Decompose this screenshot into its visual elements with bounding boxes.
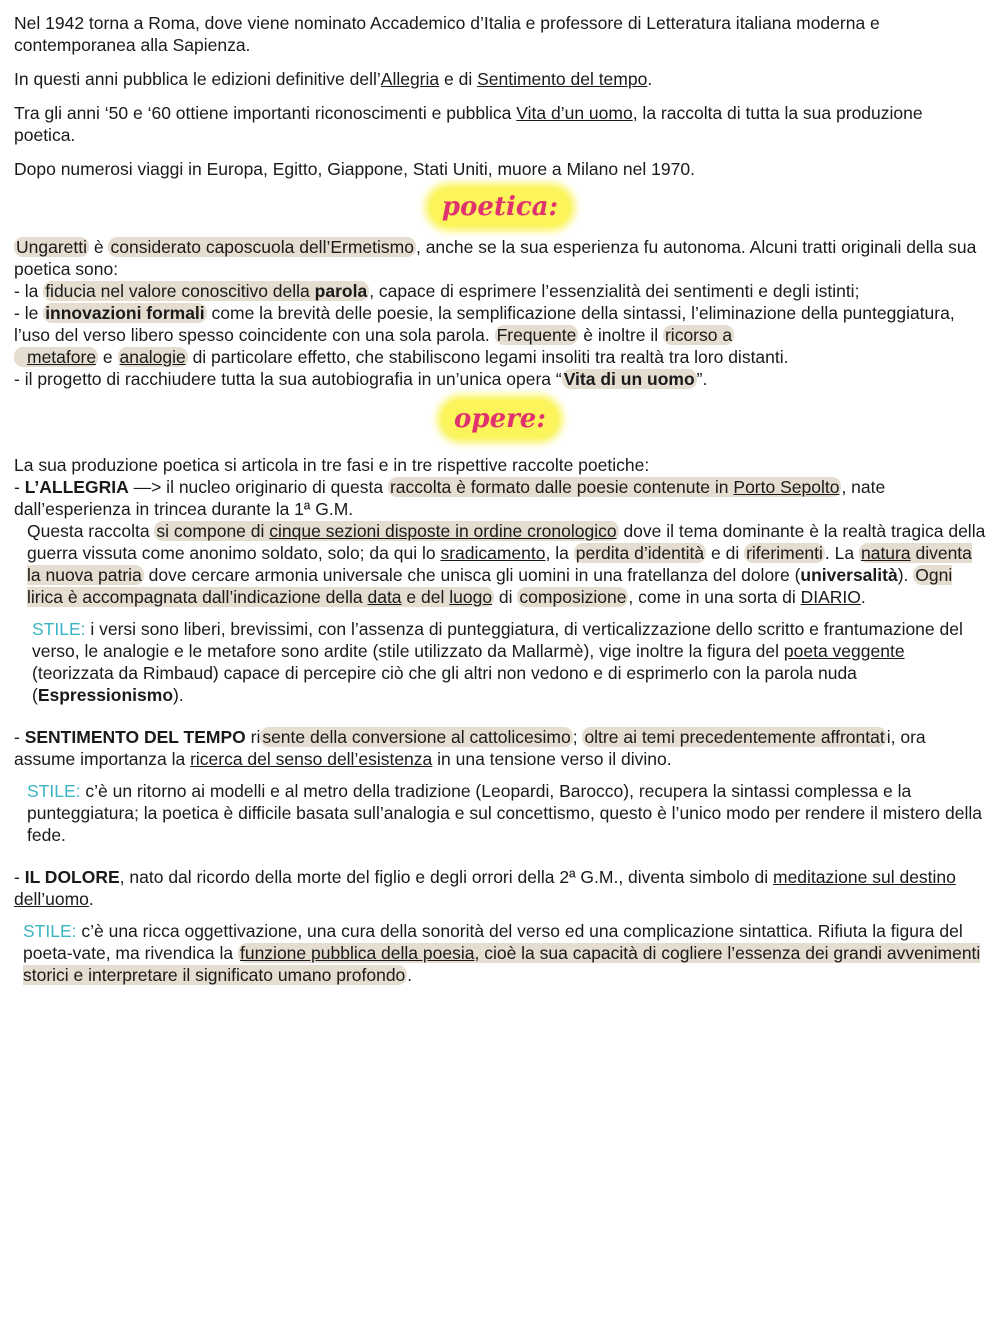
text: ). (897, 565, 914, 585)
text: e (98, 347, 118, 367)
vita-uomo-text: Vita d’un uomo (516, 103, 633, 123)
text: In questi anni pubblica le edizioni definitive dell’ (14, 69, 381, 89)
underlined-text: data (367, 587, 402, 607)
opere-heading: opere: (442, 400, 558, 438)
highlight (154, 521, 618, 541)
text: - (14, 727, 25, 747)
text: . (407, 965, 413, 985)
text: e di (439, 69, 478, 89)
text: - (14, 867, 25, 887)
text: fiducia nel valore conoscitivo della (45, 281, 315, 301)
poetica-heading: poetica: (430, 188, 570, 226)
text: - le (14, 303, 44, 323)
sentimento-entry (14, 726, 986, 770)
highlight: oltre ai temi precedentemente affrontat (584, 727, 885, 747)
bold-highlight: innovazioni formali (45, 303, 205, 323)
intro-paragraph-4: Dopo numerosi viaggi in Europa, Egitto, Giappone, Stati Uniti, muore a Milano nel 1970. (14, 159, 695, 179)
text: ”. (696, 369, 708, 389)
intro-paragraph-3 (14, 102, 986, 146)
allegria-body (14, 520, 986, 608)
text: i, ora assume importanza la (14, 727, 926, 769)
intro-paragraph-1: Nel 1942 torna a Roma, dove viene nominato Accademico d’Italia e professore di Letteratura italiana moderna e contemporanea alla Sapienza. (14, 13, 880, 55)
stile-label: STILE: (27, 781, 81, 801)
text: , la (545, 543, 574, 563)
text: , nato dal ricordo della morte del figlio e degli orrori della 2ª G.M., diventa simbolo di (119, 867, 773, 887)
highlight: analogie (119, 347, 186, 367)
stile-label: STILE: (32, 619, 86, 639)
text: Questa raccolta (27, 521, 155, 541)
dolore-stile (14, 920, 986, 986)
poetica-bullet-1 (14, 280, 986, 302)
opere-intro: La sua produzione poetica si articola in tre fasi e in tre rispettive raccolte poetiche: (14, 455, 650, 475)
text: di (494, 587, 513, 607)
text: . (647, 69, 653, 89)
text: è (89, 237, 109, 257)
highlight: perdita d’identità (575, 543, 705, 563)
highlight: ricorso a (664, 325, 733, 345)
text: . La (824, 543, 859, 563)
bold-text: universalità (800, 565, 898, 585)
sentimento-stile (14, 780, 986, 846)
highlight (388, 477, 841, 497)
underlined-text: funzione pubblica della poesia (239, 943, 475, 963)
text: c’è un ritorno ai modelli e al metro della tradizione (Leopardi, Barocco), recupera la sintassi complessa e la punteggiatura; la poetica è difficile basata sull’analogia e sul concettismo, questo è l’unico modo per rendere il mistero della fede. (27, 781, 982, 845)
highlight: Frequente (496, 325, 577, 345)
underlined-text: luogo (449, 587, 493, 607)
poetica-intro (14, 236, 986, 280)
highlight: composizione (519, 587, 627, 607)
poetica-bullet-3 (14, 368, 986, 390)
text: Ogni lirica è accompagnata dall’indicazione della (27, 565, 953, 607)
underlined-text: ricerca del senso dell’esistenza (190, 749, 433, 769)
text: ri (245, 727, 261, 747)
text: i versi sono liberi, brevissimi, con l’assenza di punteggiatura, di verticalizzazione dello scritto e frantumazione del verso, le analogie e le metafore sono ardite (stile utilizzato da Mallarmè), vige inoltre la figura del (32, 619, 963, 661)
text: . (860, 587, 866, 607)
highlight: metafore (14, 347, 98, 367)
dolore-entry (14, 866, 986, 910)
text: —> il nucleo originario di questa (128, 477, 388, 497)
text: e di (706, 543, 745, 563)
poetica-bullet-2 (14, 302, 986, 368)
text: è inoltre il (578, 325, 663, 345)
underlined-text: cinque sezioni disposte in ordine cronologico (269, 521, 617, 541)
text: come la brevità delle poesie, la semplificazione della sintassi, l’eliminazione della punteggiatura, l’uso del verso libero spesso coincidente con una sola parola. (14, 303, 955, 345)
underlined-text: natura (860, 543, 911, 563)
intro-section (14, 12, 986, 180)
allegria-link-text: Allegria (380, 69, 440, 89)
underlined-text: DIARIO (800, 587, 861, 607)
spacer (14, 846, 986, 866)
highlight (43, 281, 369, 301)
text: c’è una ricca oggettivazione, una cura della sonorità del verso ed una complicazione sintattica. Rifiuta la figura del poeta-vate, ma rivendica la (23, 921, 963, 963)
text: dove cercare armonia universale che unisca gli uomini in una fratellanza del dolore ( (143, 565, 801, 585)
opere-heading-wrap (14, 400, 986, 442)
allegria-stile (14, 618, 986, 706)
highlight: riferimenti (746, 543, 823, 563)
poetica-heading-wrap (14, 188, 986, 230)
text: ). (173, 685, 184, 705)
highlight: Ungaretti (16, 237, 88, 257)
underlined-text: Porto Sepolto (733, 477, 840, 497)
underlined-text: sradicamento (440, 543, 546, 563)
text: in una tensione verso il divino. (432, 749, 672, 769)
text: Tra gli anni ‘50 e ‘60 ottiene importanti riconoscimenti e pubblica (14, 103, 517, 123)
allegria-title: L’ALLEGRIA (24, 477, 129, 497)
poetica-section (14, 236, 986, 390)
text: - (14, 477, 25, 497)
bold-text: Espressionismo (37, 685, 174, 705)
allegria-entry (14, 476, 986, 520)
text: , capace di esprimere l’essenzialità dei sentimenti e degli istinti; (369, 281, 860, 301)
text: , nate dall’esperienza in trincea durante la 1ª G.M. (14, 477, 886, 519)
sentimento-link-text: Sentimento del tempo (477, 69, 648, 89)
text: (teorizzata da Rimbaud) capace di percepire ciò che gli altri non vedono e di esprimerlo con la parola nuda ( (32, 663, 857, 705)
text: e del (401, 587, 450, 607)
text: ; (572, 727, 583, 747)
text: , anche se la sua esperienza fu autonoma. Alcuni tratti originali della sua poetica sono: (14, 237, 977, 279)
text: , come in una sorta di (628, 587, 801, 607)
underlined-text: meditazione sul destino dell’uomo (14, 867, 956, 909)
text: , cioè la sua capacità di cogliere l’essenza dei grandi avvenimenti storici e interpretare il significato umano profondo (23, 943, 981, 985)
intro-paragraph-2 (14, 68, 986, 90)
sentimento-title: SENTIMENTO DEL TEMPO (24, 727, 246, 747)
bold-text: parola (314, 281, 368, 301)
underlined-text: poeta veggente (783, 641, 905, 661)
text: diventa la nuova patria (27, 543, 972, 585)
text: si compone di (156, 521, 270, 541)
opere-section (14, 454, 986, 986)
spacer (14, 706, 986, 726)
highlight: sente della conversione al cattolicesimo (262, 727, 571, 747)
text: dove il tema dominante è la realtà tragica della guerra vissuta come anonimo soldato, solo; da qui lo (27, 521, 986, 563)
text: - il progetto di racchiudere tutta la sua autobiografia in un’unica opera “ (14, 369, 562, 389)
stile-label: STILE: (23, 921, 77, 941)
text: raccolta è formato dalle poesie contenute in (389, 477, 734, 497)
bold-highlight: Vita di un uomo (563, 369, 695, 389)
dolore-title: IL DOLORE (24, 867, 120, 887)
highlight: considerato caposcuola dell’Ermetismo (110, 237, 414, 257)
text: di particolare effetto, che stabiliscono legami insoliti tra realtà tra loro distanti. (187, 347, 789, 367)
text: , la raccolta di tutta la sua produzione poetica. (14, 103, 923, 145)
text: - la (14, 281, 44, 301)
text: . (88, 889, 94, 909)
